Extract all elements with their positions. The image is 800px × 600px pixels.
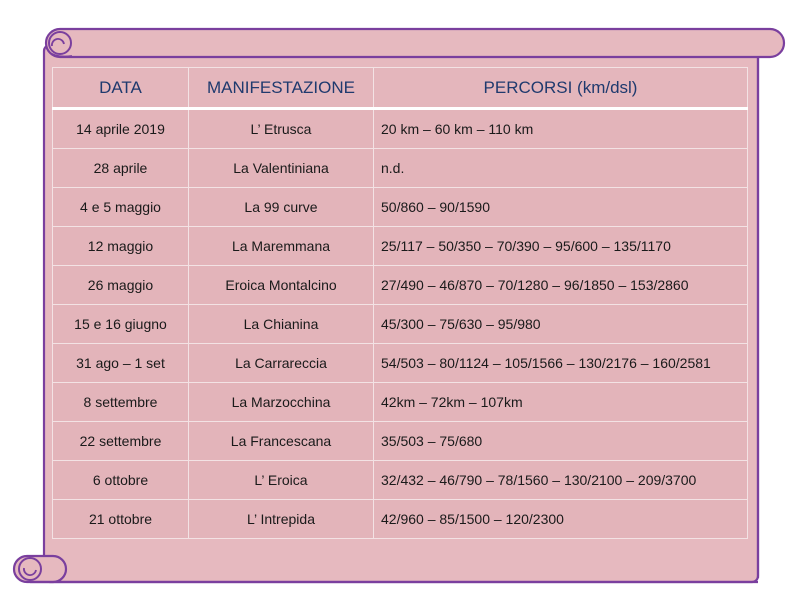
cell-date: 8 settembre [53, 383, 189, 422]
table-row [53, 266, 748, 305]
cell-date: 4 e 5 maggio [53, 188, 189, 227]
scroll-top-roll [46, 29, 784, 57]
cell-routes: 20 km – 60 km – 110 km [374, 109, 748, 149]
cell-event: La Marzocchina [189, 383, 374, 422]
cell-event: L’ Eroica [189, 461, 374, 500]
cell-routes: 54/503 – 80/1124 – 105/1566 – 130/2176 – 160/2581 [374, 344, 748, 383]
header-row [53, 68, 748, 109]
cell-date: 22 settembre [53, 422, 189, 461]
cell-event: La 99 curve [189, 188, 374, 227]
scroll-bottom-curl [19, 558, 41, 580]
cell-event: La Francescana [189, 422, 374, 461]
cell-routes: 35/503 – 75/680 [374, 422, 748, 461]
cell-routes: 42/960 – 85/1500 – 120/2300 [374, 500, 748, 539]
cell-routes: 45/300 – 75/630 – 95/980 [374, 305, 748, 344]
events-table [52, 67, 748, 539]
header-event: MANIFESTAZIONE [189, 68, 374, 109]
cell-date: 26 maggio [53, 266, 189, 305]
cell-event: La Maremmana [189, 227, 374, 266]
table-row [53, 383, 748, 422]
cell-date: 6 ottobre [53, 461, 189, 500]
cell-event: L’ Intrepida [189, 500, 374, 539]
header-date: DATA [53, 68, 189, 109]
cell-routes: 42km – 72km – 107km [374, 383, 748, 422]
cell-routes: 32/432 – 46/790 – 78/1560 – 130/2100 – 209/3700 [374, 461, 748, 500]
table-row [53, 149, 748, 188]
cell-event: L’ Etrusca [189, 109, 374, 149]
cell-routes: 50/860 – 90/1590 [374, 188, 748, 227]
table-row [53, 188, 748, 227]
cell-event: La Chianina [189, 305, 374, 344]
cell-event: La Valentiniana [189, 149, 374, 188]
table-row [53, 500, 748, 539]
table-row [53, 422, 748, 461]
cell-routes: 25/117 – 50/350 – 70/390 – 95/600 – 135/1170 [374, 227, 748, 266]
header-routes: PERCORSI (km/dsl) [374, 68, 748, 109]
cell-date: 12 maggio [53, 227, 189, 266]
table-row [53, 344, 748, 383]
cell-date: 15 e 16 giugno [53, 305, 189, 344]
cell-date: 14 aprile 2019 [53, 109, 189, 149]
cell-event: Eroica Montalcino [189, 266, 374, 305]
table-row [53, 461, 748, 500]
cell-date: 28 aprile [53, 149, 189, 188]
table-row [53, 227, 748, 266]
table-row [53, 305, 748, 344]
cell-date: 21 ottobre [53, 500, 189, 539]
table-row [53, 109, 748, 149]
cell-routes: 27/490 – 46/870 – 70/1280 – 96/1850 – 153/2860 [374, 266, 748, 305]
cell-event: La Carrareccia [189, 344, 374, 383]
cell-routes: n.d. [374, 149, 748, 188]
cell-date: 31 ago – 1 set [53, 344, 189, 383]
